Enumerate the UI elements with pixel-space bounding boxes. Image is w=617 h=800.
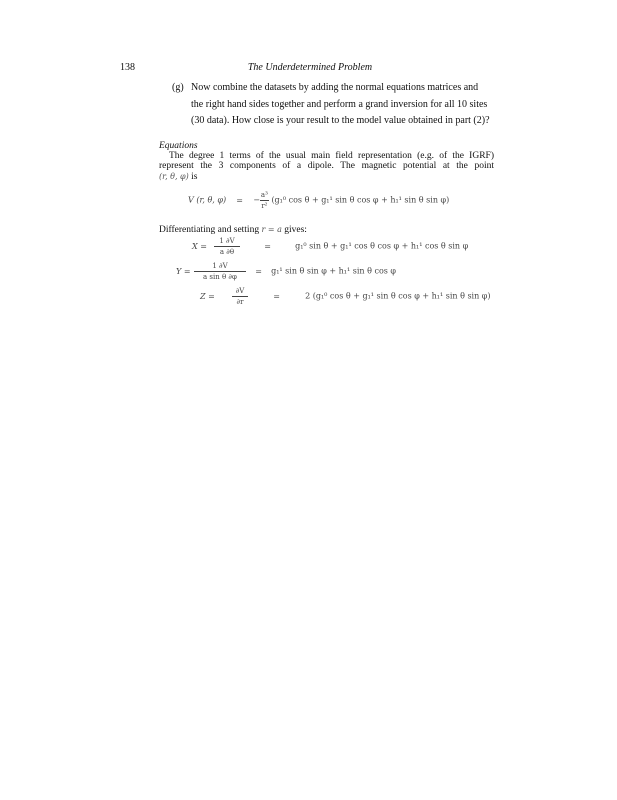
x-lhs: X =	[192, 241, 207, 251]
z-equals: =	[273, 291, 280, 301]
x-rhs: g₁⁰ sin θ + g₁¹ cos θ cos φ + h₁¹ cos θ sin φ	[295, 241, 469, 251]
item-text: Now combine the datasets by adding the normal equations matrices and the right hand sides together and perform a grand inversion for all 10 sites (30 data). How close is your result to the model value obtained in part (2)?	[191, 82, 490, 127]
para-is: is	[191, 171, 198, 182]
potential-rhs: (g₁⁰ cos θ + g₁¹ sin θ cos φ + h₁¹ sin θ sin φ)	[271, 195, 450, 205]
diff-condition: r = a	[261, 225, 282, 234]
x-fraction	[214, 237, 240, 256]
y-denominator: a sin θ ∂φ	[203, 273, 237, 281]
para-line-2: represent the 3 components of a dipole. The magnetic potential at the point	[159, 161, 494, 172]
potential-equation	[188, 191, 449, 210]
item-label: (g)	[172, 82, 184, 93]
y-numerator: 1 ∂V	[194, 262, 246, 272]
potential-equals: =	[236, 195, 243, 205]
para-line-3	[159, 172, 494, 182]
x-denominator: a ∂θ	[219, 248, 235, 256]
section-heading: Equations	[159, 141, 198, 151]
diff-text: Differentiating and setting	[159, 225, 260, 235]
potential-denominator: r²	[261, 202, 268, 210]
running-header	[120, 62, 500, 76]
z-denominator: ∂r	[236, 298, 244, 306]
y-lhs: Y =	[176, 266, 191, 276]
potential-fraction	[260, 191, 269, 210]
z-rhs: 2 (g₁⁰ cos θ + g₁¹ sin θ cos φ + h₁¹ sin θ sin φ)	[305, 291, 491, 301]
running-title: The Underdetermined Problem	[247, 62, 373, 73]
dipole-paragraph	[159, 151, 494, 182]
x-numerator: 1 ∂V	[214, 237, 240, 247]
para-line-1: The degree 1 terms of the usual main field representation (e.g. of the IGRF)	[169, 151, 494, 161]
page-number: 138	[120, 62, 135, 73]
y-equation	[176, 262, 396, 281]
point-coordinates: (r, θ, φ)	[159, 171, 189, 181]
potential-lhs: V (r, θ, φ)	[188, 195, 227, 205]
differentiating-line	[159, 225, 307, 235]
y-rhs: g₁¹ sin θ sin φ + h₁¹ sin θ cos φ	[271, 266, 397, 276]
diff-gives: gives:	[284, 225, 307, 235]
x-equation	[192, 237, 468, 256]
z-fraction	[232, 287, 248, 306]
z-lhs: Z =	[200, 291, 215, 301]
y-equals: =	[255, 266, 262, 276]
z-numerator: ∂V	[232, 287, 248, 297]
z-equation	[200, 287, 491, 306]
exercise-item-g	[172, 80, 492, 130]
potential-numerator: a³	[260, 191, 268, 199]
potential-minus: −	[253, 195, 260, 205]
y-fraction	[194, 262, 246, 281]
x-equals: =	[264, 241, 271, 251]
